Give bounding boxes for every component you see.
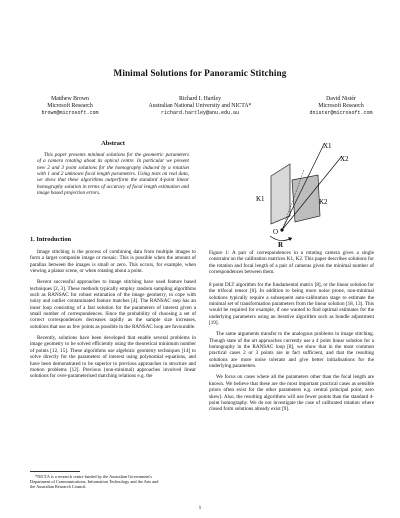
label-k2: K2 [319, 198, 328, 206]
rotating-camera-diagram [212, 140, 372, 248]
label-x1: X1 [323, 142, 332, 150]
body-paragraph: The same arguments transfer to the analogous problems in image stitching. Though state of the art approaches currently use a 4 point linear solution for a homography in the RANSAC loop [8], we show that in the most common practical cases 2 or 3 points are in fact sufficient, and that the resulting solutions are more noise tolerant and give better initialisations for the underlying parameters. [209, 331, 374, 370]
author-name: Matthew Brown [51, 96, 89, 102]
right-column [209, 282, 374, 413]
author-affiliation: Microsoft Research [47, 102, 93, 109]
ray-x2 [282, 156, 342, 230]
figure-1 [212, 140, 372, 248]
abstract-heading: Abstract [101, 140, 125, 147]
label-k1: K1 [256, 195, 265, 203]
author-email: brown@microsoft.com [41, 109, 99, 116]
author-email: dnister@microsoft.com [309, 109, 373, 116]
author-name: Richard I. Hartley [178, 96, 221, 102]
page-number: 1 [198, 505, 202, 511]
optical-centre-point [280, 228, 283, 231]
footnote-line: the Australian Research Council. [30, 484, 87, 490]
section-heading: 1. Introduction [30, 236, 72, 243]
image-plane-k1 [271, 164, 290, 224]
intro-column [30, 249, 196, 380]
footnote-line: Department of Communications, Information Technology and the Arts and [30, 479, 159, 485]
footnote [30, 474, 196, 490]
figure-caption [209, 250, 374, 275]
author-email: richard.hartley@anu.edu.au [160, 109, 239, 116]
author-name: David Nistér [326, 96, 356, 102]
author-affiliation: Australian National University and NICTA* [148, 102, 252, 109]
abstract-text: This paper presents minimal solutions for the geometric parameters of a camera rotating about its optical centre. In particular we present new 2 and 3 point solutions for the homography induced by a rotation with 1 and 2 unknown focal length parameters. Using tests on real data, we show that these algorithms outperform the standard 4-point linear homography solution in terms of accuracy of focal length estimation and image based projection errors. [37, 152, 189, 197]
footnote-line: *NICTA is a research centre funded by the Australian Government's [35, 474, 153, 479]
paper-title: Minimal Solutions for Panoramic Stitching [113, 68, 287, 78]
abstract [37, 152, 189, 196]
label-o: O [273, 228, 279, 236]
label-x2: X2 [340, 155, 349, 163]
author-affiliation: Microsoft Research [318, 102, 364, 109]
intro-paragraph: Image stitching is the process of combining data from multiple images to form a larger composite image or mosaic. This is possible when the amount of parallax between the images is small or zero. This occurs, for example, when viewing a planar scene, or when rotating about a point. [30, 249, 196, 275]
intro-paragraph: Recently, solutions have been developed that enable several problems in image geometry to be solved efficiently using the theoretical minimum number of points [12, 15]. These algorithms use algebraic geometry techniques [14] to solve directly for the parameters of interest using polynomial equations, and have been demonstrated to be superior to previous approaches in structure and motion problems [12]. Previous (non-minimal) approaches involved linear solutions for over-parameterised matching relations e.g. the [30, 335, 196, 380]
label-r: R [278, 241, 284, 248]
body-paragraph: 8 point DLT algorithm for the fundamental matrix [8], or the linear solution for the trifocal tensor [6]. In addition to being more noise prone, non-minimal solutions typically require a subsequent auto-calibration stage to estimate the minimal set of transformation parameters from the linear solution [18, 13]. This would be required for example, if one wanted to find optimal estimates for the underlying parameters using an iterative algorithm such as bundle adjustment [19]. [209, 282, 374, 327]
body-paragraph: We focus on cases where all the parameters other than the focal length are known. We believe that these are the most important practical cases as sensible priors often exist for the other parameters e.g. central principal point, zero skew). Also, the resulting algorithms will use fewer points than the standard 4-point homography. We do not investigate the case of calibrated rotation where closed form solutions already exist [9]. [209, 374, 374, 413]
author-2 [112, 96, 288, 116]
author-1 [20, 96, 120, 116]
intro-paragraph: Recent successful approaches to image stitching have used feature based techniques [2, 3]. These methods typically employ random sampling algorithms such as RANSAC for robust estimation of the image geometry, to cope with noisy and outlier contaminated feature matches [4]. The RANSAC step has an inner loop consisting of a fast solution for the parameters of interest given a small number of correspondences. Since the probability of choosing a set of correct correspondences decreases rapidly as the sample size increases, solutions that use as few points as possible in the RANSAC loop are favourable. [30, 279, 196, 330]
rotation-arrowhead [288, 237, 292, 241]
figure-caption-text: Figure 1: A pair of correspondences in a rotating camera gives a single constraint on the calibration matrices K1, K2. This paper describes solutions for the rotation and focal length of a pair of cameras given the minimal number of correspondences between them. [209, 250, 374, 276]
image-plane-k2 [292, 175, 320, 222]
footnote-rule [30, 471, 80, 472]
author-3 [292, 96, 390, 116]
